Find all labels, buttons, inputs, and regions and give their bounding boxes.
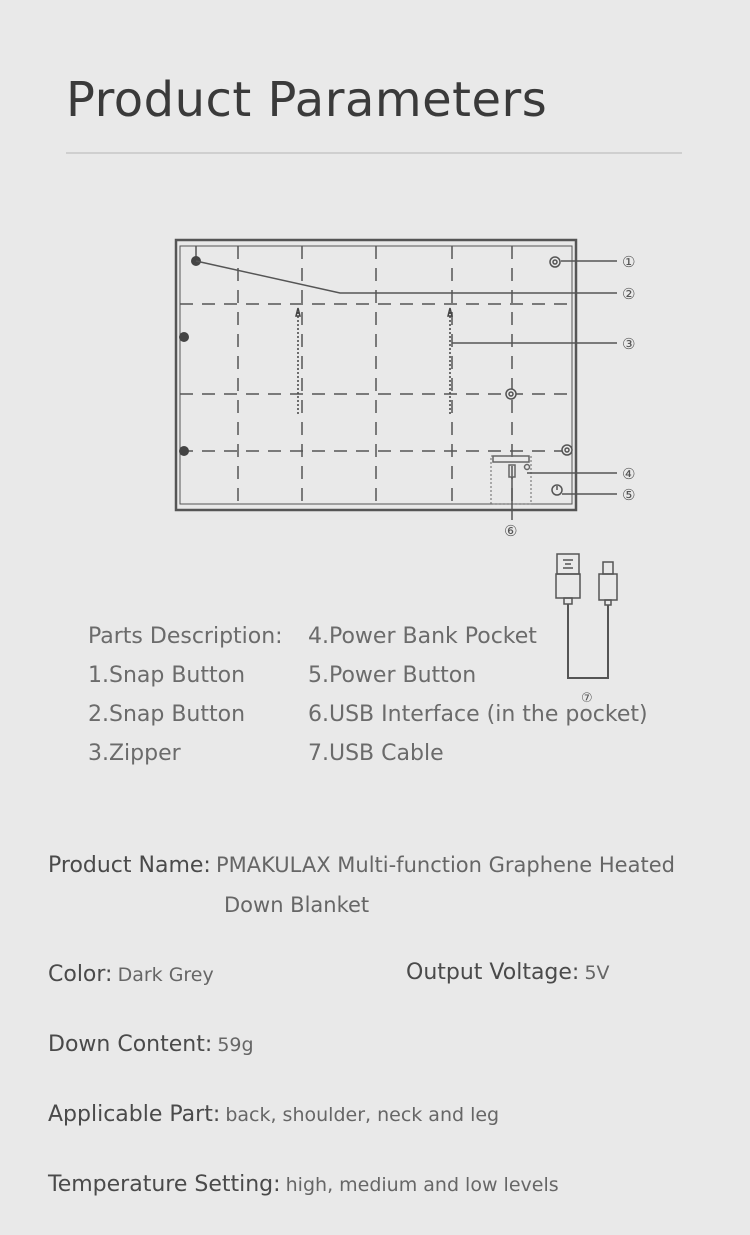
part-5: 5.Power Button [308,663,477,688]
callout-4: ④ [622,465,636,483]
page-title: Product Parameters [66,72,548,128]
part-6: 6.USB Interface (in the pocket) [308,702,648,727]
down-label: Down Content: [48,1032,213,1057]
power-button-icon [552,485,562,495]
zippers [298,312,450,416]
part-label: Applicable Part: [48,1102,221,1127]
spec-output-voltage [406,960,610,985]
callout-1: ① [622,253,636,271]
down-value: 59g [217,1034,254,1056]
temp-value: high, medium and low levels [285,1174,559,1196]
color-label: Color: [48,962,113,987]
spec-color [48,962,214,987]
snap-buttons-outline [506,257,572,455]
spec-temperature [48,1172,559,1197]
zipper-pulls [296,308,452,316]
part-3: 3.Zipper [88,741,181,766]
callout-3: ③ [622,335,636,353]
usb-cable [556,554,617,678]
color-value: Dark Grey [117,964,214,986]
voltage-label: Output Voltage: [406,960,580,985]
parts-heading: Parts Description: [88,624,283,649]
spec-applicable-part [48,1102,499,1127]
callout-6: ⑥ [504,522,518,540]
temp-label: Temperature Setting: [48,1172,281,1197]
snap-buttons-solid [179,256,201,456]
spec-product-name-cont [224,893,369,917]
callout-lines [196,261,617,520]
callout-5: ⑤ [622,486,636,504]
spec-product-name [48,853,675,878]
power-bank-pocket [491,456,531,504]
part-7: 7.USB Cable [308,741,444,766]
part-1: 1.Snap Button [88,663,246,688]
callout-7: ⑦ [581,691,593,706]
part-2: 2.Snap Button [88,702,246,727]
product-name-label: Product Name: [48,853,211,878]
spec-down-content [48,1032,254,1057]
part-value: back, shoulder, neck and leg [225,1104,500,1126]
product-name-value-line2: Down Blanket [224,893,370,917]
product-name-value: PMAKULAX Multi-function Graphene Heated [215,853,675,877]
part-4: 4.Power Bank Pocket [308,624,537,649]
voltage-value: 5V [584,962,610,984]
callout-2: ② [622,285,636,303]
